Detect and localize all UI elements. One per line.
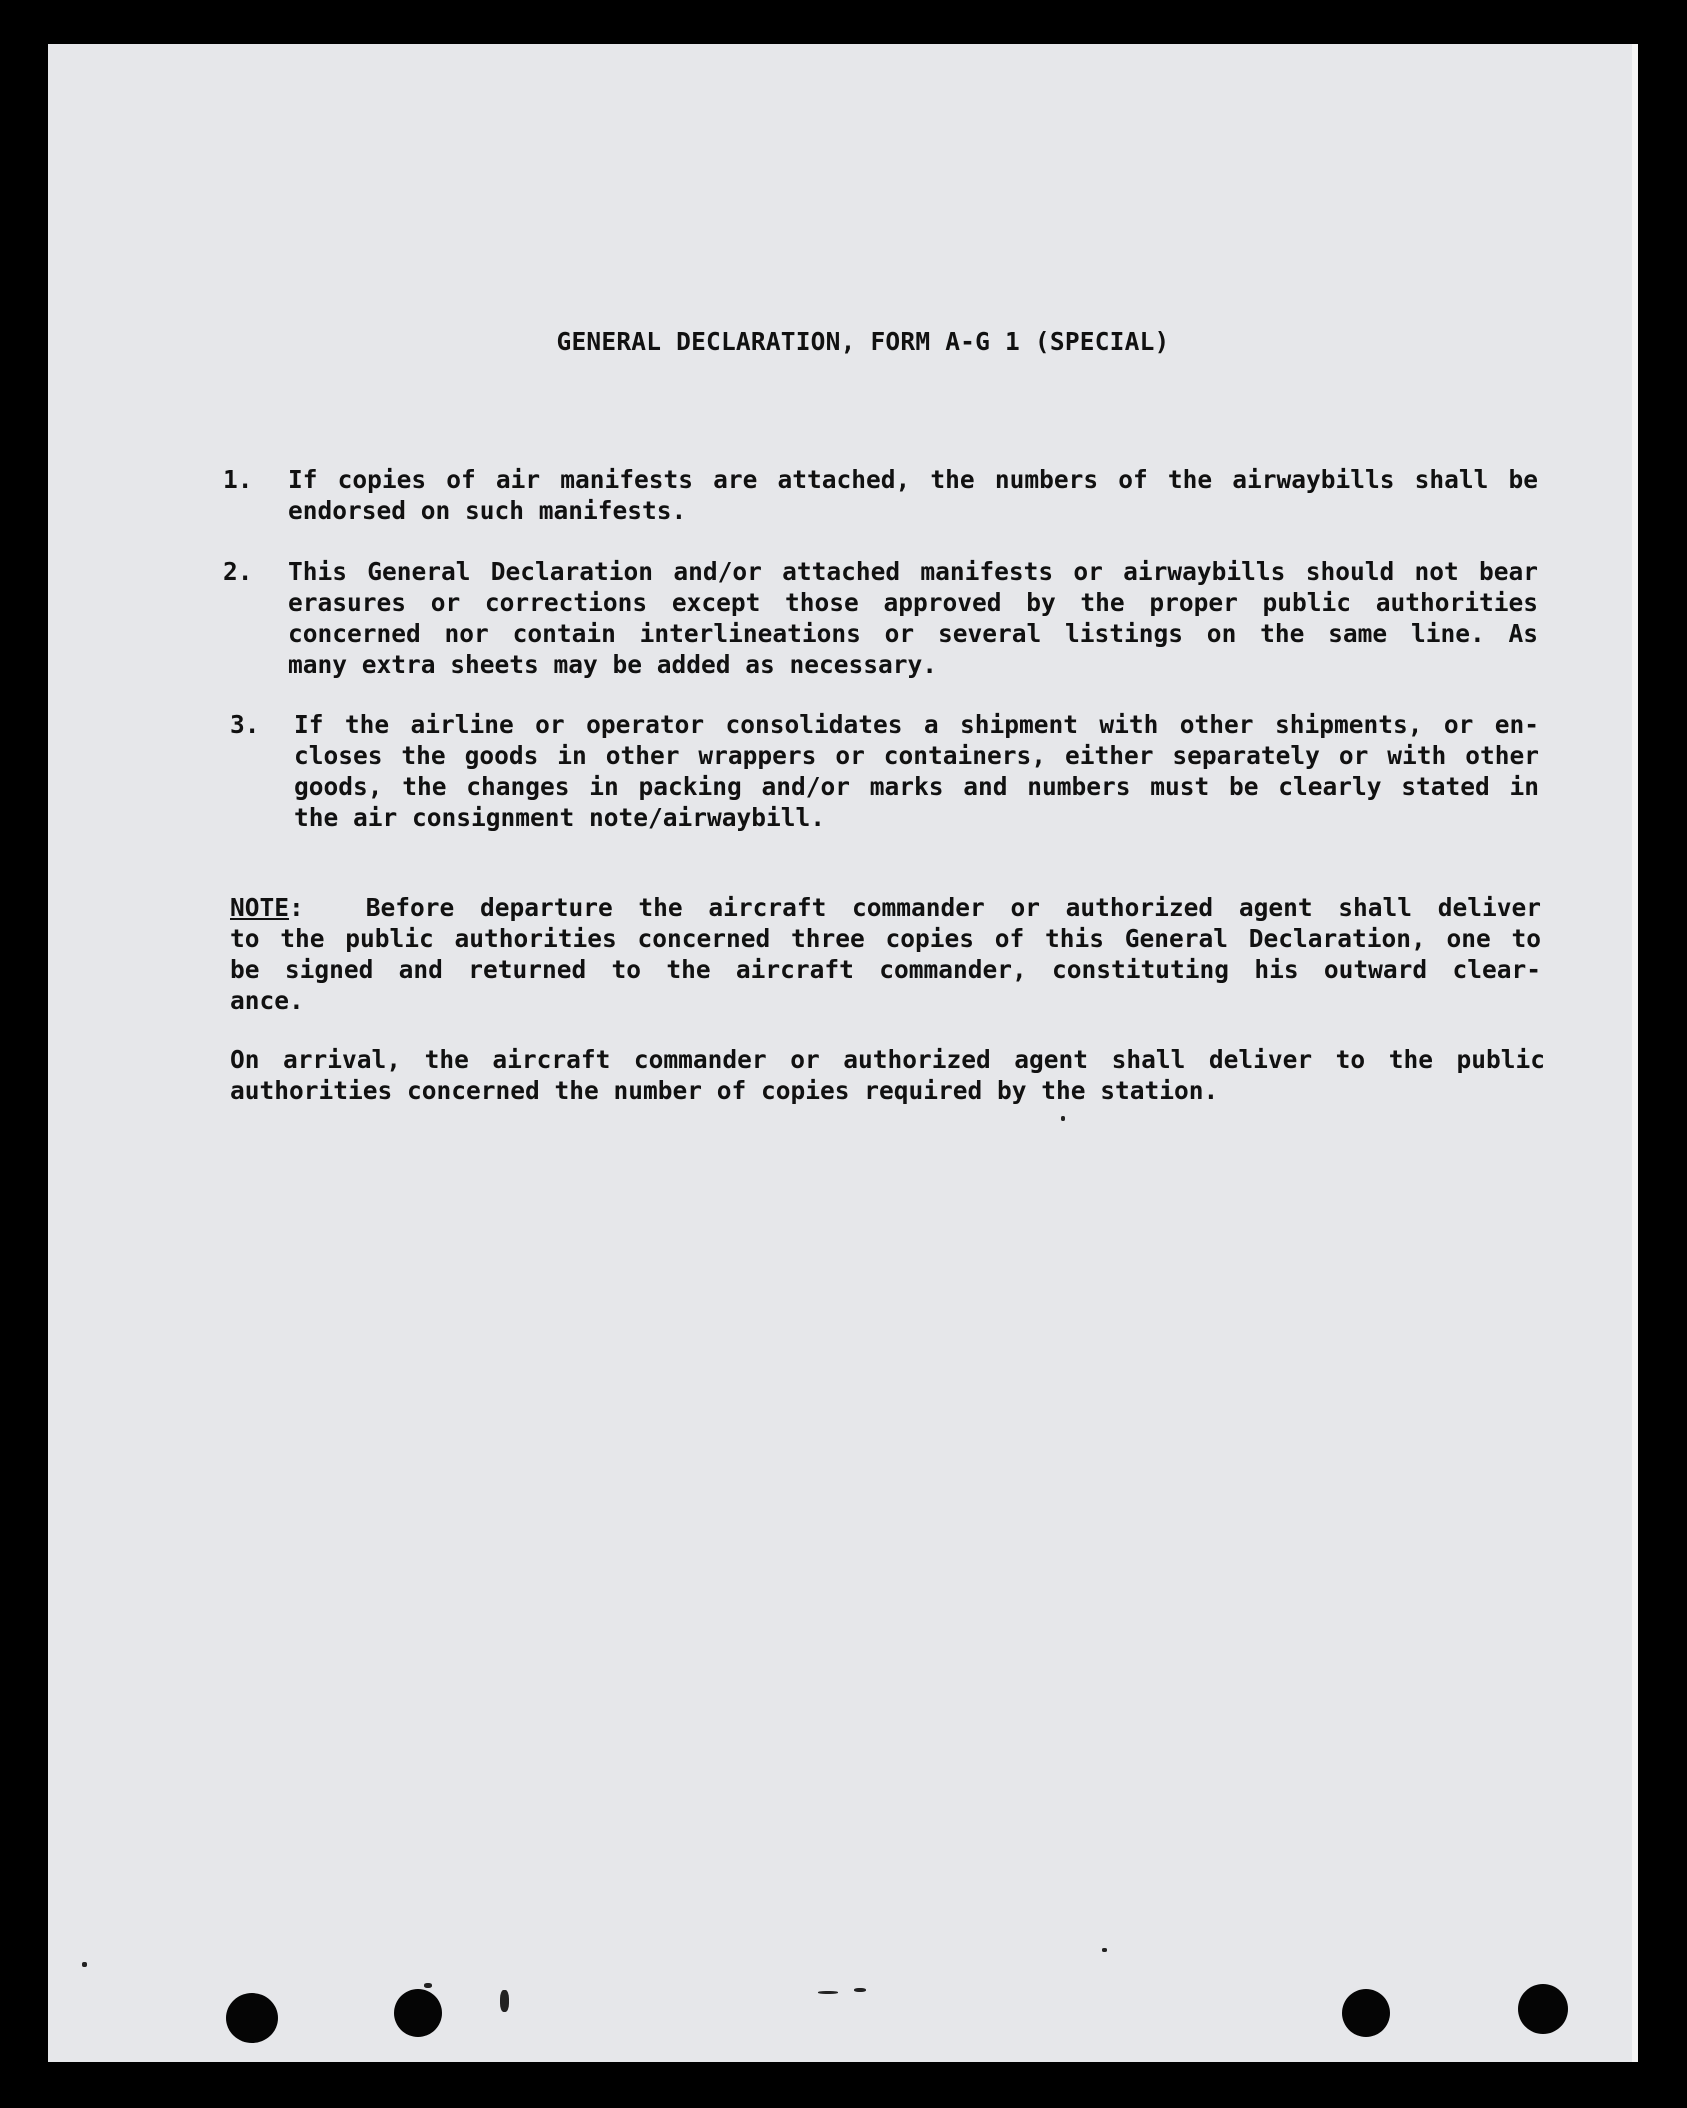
punch-hole bbox=[1518, 1984, 1568, 2034]
paragraph-line: Before departure the aircraft commander or authorized agent shall deliver bbox=[365, 893, 1541, 922]
scan-speck bbox=[82, 1962, 87, 1967]
arrival-paragraph bbox=[230, 1044, 1545, 1106]
paragraph-line: On arrival, the aircraft commander or authorized agent shall deliver to the public bbox=[230, 1045, 1545, 1074]
paragraph-line: be signed and returned to the aircraft commander, constituting his outward clear- bbox=[230, 955, 1541, 984]
paragraph-line: authorities concerned the number of copies required by the station. bbox=[230, 1076, 1219, 1105]
item-number: 2. bbox=[223, 557, 253, 586]
paragraph-line: endorsed on such manifests. bbox=[288, 496, 687, 525]
item-number: 1. bbox=[223, 465, 253, 494]
document-page bbox=[48, 44, 1638, 2062]
paragraph-line: ance. bbox=[230, 986, 304, 1015]
paragraph-line: This General Declaration and/or attached manifests or airwaybills should not bear bbox=[288, 557, 1538, 586]
note-paragraph bbox=[230, 892, 1541, 1016]
paragraph-line: the air consignment note/airwaybill. bbox=[294, 803, 826, 832]
paragraph-line: concerned nor contain interlineations or several listings on the same line. As bbox=[288, 619, 1538, 648]
note-label: NOTE bbox=[230, 893, 290, 922]
paragraph-line: many extra sheets may be added as necessary. bbox=[288, 650, 938, 679]
document-title: GENERAL DECLARATION, FORM A-G 1 (SPECIAL) bbox=[556, 327, 1170, 356]
item-number: 3. bbox=[230, 710, 260, 739]
paragraph-line: If the airline or operator consolidates a shipment with other shipments, or en- bbox=[294, 710, 1539, 739]
scan-speck bbox=[1102, 1948, 1107, 1952]
item-paragraph bbox=[288, 556, 1538, 680]
paragraph-line: to the public authorities concerned three copies of this General Declaration, one to bbox=[230, 924, 1541, 953]
note-colon: : bbox=[289, 893, 304, 922]
scan-speck bbox=[854, 1988, 866, 1992]
punch-hole bbox=[226, 1993, 278, 2043]
paragraph-line: erasures or corrections except those approved by the proper public authorities bbox=[288, 588, 1538, 617]
punch-hole bbox=[394, 1989, 442, 2037]
scan-speck bbox=[424, 1983, 432, 1988]
item-paragraph bbox=[288, 464, 1538, 526]
paragraph-line: goods, the changes in packing and/or marks and numbers must be clearly stated in bbox=[294, 772, 1539, 801]
scan-speck bbox=[500, 1990, 509, 2012]
punch-hole bbox=[1342, 1989, 1390, 2037]
scan-speck bbox=[818, 1991, 838, 1994]
note-first-line bbox=[230, 892, 1541, 923]
paragraph-line: closes the goods in other wrappers or containers, either separately or with other bbox=[294, 741, 1539, 770]
item-paragraph bbox=[294, 709, 1539, 833]
paragraph-line: If copies of air manifests are attached, the numbers of the airwaybills shall be bbox=[288, 465, 1538, 494]
scan-speck bbox=[1061, 1116, 1065, 1121]
